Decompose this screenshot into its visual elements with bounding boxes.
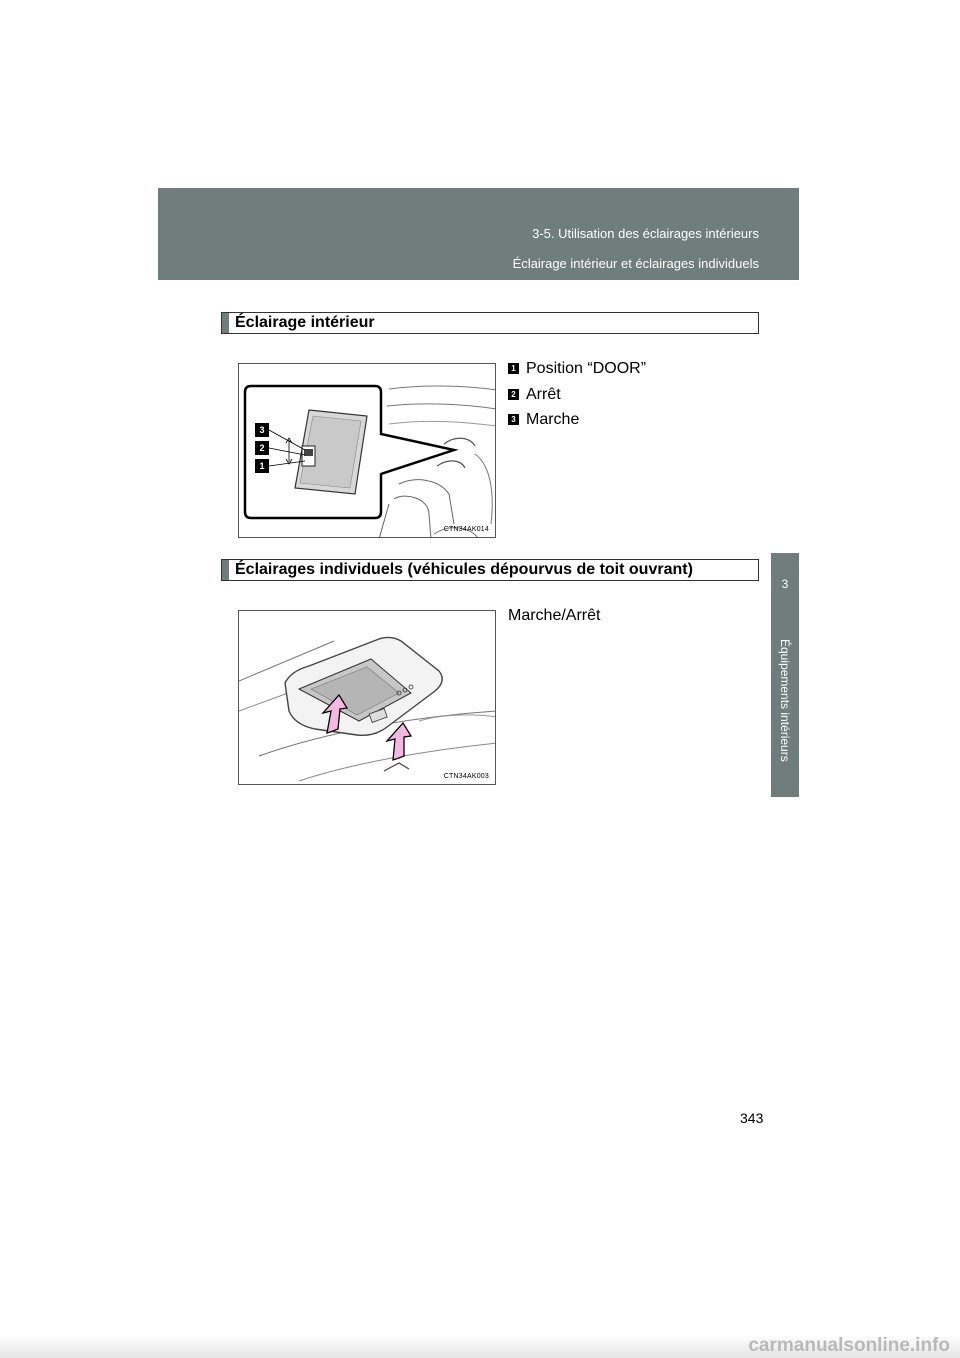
individual-lights-illustration xyxy=(239,611,496,785)
item-number-badge: 2 xyxy=(508,389,519,400)
list-item-off xyxy=(508,386,561,406)
list-item-door-position xyxy=(508,360,646,380)
figure-label-3: 3 xyxy=(255,423,269,437)
section-heading-individual-lights xyxy=(221,559,759,581)
item-number-badge: 1 xyxy=(508,363,519,374)
item-label: Arrêt xyxy=(526,386,561,403)
figure-interior-light xyxy=(238,363,496,538)
chapter-number: 3 xyxy=(781,577,789,591)
chapter-title: 3-5. Utilisation des éclairages intérieurs xyxy=(532,226,759,241)
figure-label-2: 2 xyxy=(255,441,269,455)
section-subtitle: Éclairage intérieur et éclairages individuels xyxy=(512,256,759,271)
heading-accent-bar xyxy=(222,313,229,333)
item-number-badge: 3 xyxy=(508,414,519,425)
page-header xyxy=(158,188,799,280)
item-label: Marche xyxy=(526,411,580,428)
watermark-text[interactable]: carmanualsonline.info xyxy=(748,1335,950,1356)
chapter-side-tab xyxy=(771,553,799,797)
item-label: Position “DOOR” xyxy=(526,360,647,377)
on-off-label: Marche/Arrêt xyxy=(508,607,601,624)
chapter-label: Équipements intérieurs xyxy=(778,639,792,762)
watermark-band xyxy=(0,1335,960,1358)
section-heading-text: Éclairages individuels (véhicules dépourvus de toit ouvrant) xyxy=(235,561,693,578)
heading-accent-bar xyxy=(222,560,229,580)
figure-individual-lights xyxy=(238,610,496,785)
interior-light-illustration xyxy=(239,364,496,538)
figure-label-1: 1 xyxy=(255,459,269,473)
section-heading-text: Éclairage intérieur xyxy=(235,314,375,331)
figure-code: CTN34AK003 xyxy=(443,773,489,780)
figure-code: CTN34AK014 xyxy=(443,526,489,533)
list-item-on xyxy=(508,411,579,431)
page-number: 343 xyxy=(740,1110,764,1126)
section-heading-interior-light xyxy=(221,312,759,334)
